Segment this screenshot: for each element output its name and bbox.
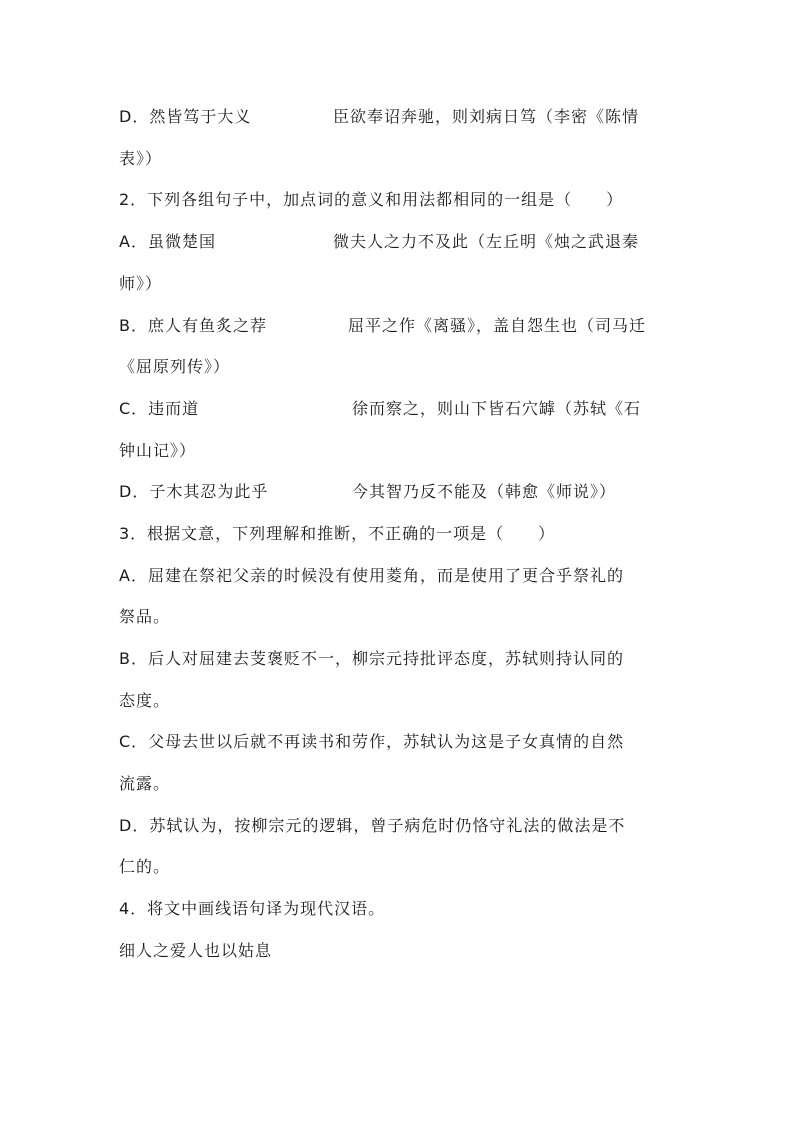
- q2-stem: 2．下列各组句子中，加点词的意义和用法都相同的一组是（ ）: [119, 190, 624, 209]
- q2-option-b-left: B．庶人有鱼炙之荐: [119, 316, 267, 335]
- q2-option-b-continued: 《屈原列传》）: [119, 357, 231, 376]
- q3-option-d-line1: D．苏轼认为，按柳宗元的逻辑，曾子病危时仍恪守礼法的做法是不: [119, 816, 626, 835]
- q2-option-b: [119, 316, 647, 336]
- q3-option-a-line1: A．屈建在祭祀父亲的时候没有使用菱角，而是使用了更合乎祭礼的: [119, 566, 624, 585]
- q1-option-d: [119, 107, 640, 127]
- q2-option-c: [119, 399, 642, 419]
- q2-option-c-left: C．违而道: [119, 399, 200, 418]
- q1-option-d-right: 臣欲奉诏奔驰，则刘病日笃（李密《陈情: [333, 107, 640, 126]
- q3-option-c-line2: 流露。: [119, 774, 171, 793]
- q2-option-d-right: 今其智乃反不能及（韩愈《师说》）: [352, 482, 617, 501]
- q3-option-a-line2: 祭品。: [119, 607, 171, 626]
- q4-stem: 4．将文中画线语句译为现代汉语。: [119, 899, 386, 918]
- q2-option-b-right: 屈平之作《离骚》，盖自怨生也（司马迁: [348, 316, 647, 335]
- q2-option-c-right: 徐而察之，则山下皆石穴罅（苏轼《石: [352, 399, 642, 418]
- q4-sentence: 细人之爱人也以姑息: [119, 941, 273, 960]
- q2-option-d-left: D．子木其忍为此乎: [119, 482, 269, 501]
- q3-option-b-line1: B．后人对屈建去芰褒贬不一，柳宗元持批评态度，苏轼则持认同的: [119, 649, 624, 668]
- q2-option-a-right: 微夫人之力不及此（左丘明《烛之武退秦: [333, 232, 640, 251]
- q2-option-a-left: A．虽微楚国: [119, 232, 216, 251]
- q3-option-b-line2: 态度。: [119, 691, 171, 710]
- q3-stem: 3．根据文意，下列理解和推断，不正确的一项是（ ）: [119, 524, 556, 543]
- q2-option-a-continued: 师》）: [119, 274, 163, 293]
- q3-option-d-line2: 仁的。: [119, 857, 171, 876]
- q1-option-d-continued: 表》）: [119, 149, 163, 168]
- q2-option-a: [119, 232, 640, 252]
- q1-option-d-left: D．然皆笃于大义: [119, 107, 252, 126]
- q2-option-d: [119, 482, 617, 502]
- q2-option-c-continued: 钟山记》）: [119, 441, 197, 460]
- q3-option-c-line1: C．父母去世以后就不再读书和劳作，苏轼认为这是子女真情的自然: [119, 732, 625, 751]
